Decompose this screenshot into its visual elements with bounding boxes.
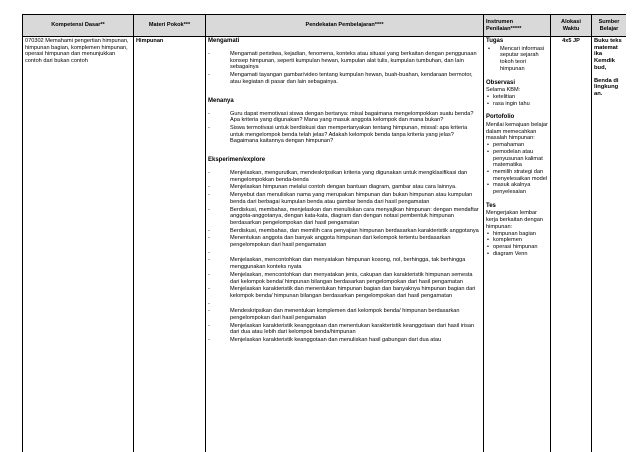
portofolio-intro: Menilai kemajuan belajar dalam memecahkan masalah himpunan: xyxy=(486,122,548,142)
list-item: - Mendeskripsikan dan menentukan komplemen dari kelompok benda/ himpunan berdasarkan pengelompokan dari hasil pengamatan xyxy=(208,308,481,321)
tugas-block xyxy=(486,38,548,73)
list-item: • rasa ingin tahu xyxy=(486,101,548,108)
header-sumber-belajar: Sumber Belajar xyxy=(592,15,627,37)
header-row xyxy=(23,15,627,37)
content-row xyxy=(23,37,627,452)
observasi-intro: Selama KBM: xyxy=(486,87,521,94)
list-item: • ketelitian xyxy=(486,94,548,101)
header-kompetensi-dasar: Kompetensi Dasar** xyxy=(23,15,134,37)
tes-title: Tes xyxy=(486,202,496,209)
list-item: - Siswa termotivasi untuk berdiskusi dan mempertanyakan tentang himpunan, missal: apa kriteria untuk mengelompok benda telah jelas? Adakah kelompok benda tanpa kriteria yang jelas? Bagaimana kaitannya dengan himpunan? xyxy=(208,125,481,145)
sumber-buku-teks: Buku teks matemat ika Kemdik bud, xyxy=(594,38,622,71)
kompetensi-cell xyxy=(23,37,134,452)
mengamati-title: Mengamati xyxy=(208,38,240,44)
sumber-cell xyxy=(592,37,627,452)
menanya-list xyxy=(208,111,481,146)
sumber-lingkungan: Benda di lingkung an. xyxy=(594,77,619,97)
header-alokasi-waktu: Alokasi Waktu xyxy=(551,15,592,37)
list-item: - Mengamati peristiwa, kejadian, fenomena, konteks atau situasi yang berkaitan dengan penggunaan konsep himpunan, seperti kumpulan hewan, kumpulan alat tulis, kumpulan tumbuhan, dan lain sebagainya xyxy=(208,51,481,71)
tes-list xyxy=(486,231,548,258)
pendekatan-cell xyxy=(206,37,484,452)
list-item: • pemodelan atau penyusunan kalimat matematika xyxy=(486,149,548,169)
list-item: • pemahaman xyxy=(486,142,548,149)
tugas-title: Tugas xyxy=(486,38,504,44)
observasi-block xyxy=(486,80,548,108)
tugas-list xyxy=(486,46,548,73)
menanya-title: Menanya xyxy=(208,97,234,104)
materi-cell xyxy=(134,37,206,452)
portofolio-block xyxy=(486,114,548,195)
list-item: • diagram Venn xyxy=(486,251,548,258)
list-item: - Menjelaskan, mencontohkan dan menyatakan himpunan kosong, nol, berhingga, tak berhingga menggunakan konteks nyata xyxy=(208,257,481,270)
alokasi-cell xyxy=(551,37,592,452)
list-item: - Guru dapat memotivasi siswa dengan bertanya: misal bagaimana mengelompokkan suatu benda? Apa kriteria yang digunakan? Mana yang masuk anggota kelompok dan mana bukan? xyxy=(208,111,481,124)
list-item: - Menyebut dan menuliskan nama yang merupakan himpunan dan bukan himpunan atau kumpulan benda dari berbagai kumpulan benda atau gambar benda dari hasil pengamatan xyxy=(208,192,481,205)
eksperimen-title: Eksperimen/explore xyxy=(208,157,266,164)
tes-intro: Mengerjakan lembar kerja berkaitan dengan himpunan: xyxy=(486,210,543,230)
list-item: • komplemen xyxy=(486,237,548,244)
lesson-plan-table xyxy=(22,14,626,452)
observasi-list xyxy=(486,94,548,107)
portofolio-list xyxy=(486,142,548,196)
list-item: • masuk akalnya penyelesaian xyxy=(486,182,548,195)
header-pendekatan-pembelajaran: Pendekatan Pembelajaran**** xyxy=(206,15,484,37)
header-materi-pokok: Materi Pokok*** xyxy=(134,15,206,37)
observasi-title: Observasi xyxy=(486,79,516,86)
list-item: - Berdiskusi, membahas, dan memilih cara penyajian himpunan berdasarkan karakteristik anggotanya xyxy=(208,228,481,235)
list-item: - Menjelaskan karakteristik dan menentukan himpunan bagian dan banyaknya himpunan bagian dari kelompok benda/ himpunan bilangan berdasarkan pengelompokan dari hasil pengamatan xyxy=(208,286,481,299)
list-item: - Menjelaskan, mencontohkan dan menyatakan jenis, cakupan dan karakteristik himpunan semesta dari kelompok benda/ himpunan bilangan berdasarkan pengelompokan dari hasil pengamatan xyxy=(208,272,481,285)
list-item: - Menjelaskan karakteristik keanggotaan dan menentukan karakteristik keanggotaan dari hasil irisan dari dua atau lebih dari kelompok benda/himpunan xyxy=(208,323,481,336)
header-instrumen-penilaian: Instrumen Penilaian***** xyxy=(484,15,551,37)
list-item: • himpunan bagian xyxy=(486,231,548,238)
materi-text: Himpunan xyxy=(136,38,164,44)
list-item: • operasi himpunan xyxy=(486,244,548,251)
tes-block xyxy=(486,203,548,258)
document-page xyxy=(22,14,626,452)
list-item: • Mencari informasi seputar sejarah tokoh teori himpunan xyxy=(486,46,548,73)
list-item: - Menjelaskan karakteristik keanggotaan dan menuliskan hasil gabungan dari dua atau xyxy=(208,337,481,344)
list-item: • memilih strategi dan menyelesaikan model xyxy=(486,169,548,182)
alokasi-text: 4x5 JP xyxy=(562,38,580,44)
list-item xyxy=(208,301,481,308)
kompetensi-text: 070302 Memahami pengertian himpunan, himpunan bagian, komplemen himpunan, operasi himpunan dan menunjukkan contoh dari bukan contoh xyxy=(25,38,129,65)
instrumen-cell xyxy=(484,37,551,452)
list-item: - Menjelaskan himpunan melalui contoh dengan bantuan diagram, gambar atau cara lainnya. xyxy=(208,184,481,191)
eksperimen-list xyxy=(208,170,481,344)
list-item: - Berdiskusi, membahas, menjelaskan dan menuliskan cara menyajikan himpunan: dengan mendaftar anggota-anggotanya, dengan kata-kata, diagram dan dengan notasi pembentuk himpunan berdasarkan pengelompokan dari hasil pengamatan xyxy=(208,207,481,227)
mengamati-list xyxy=(208,51,481,86)
list-item: - Menjelaskan, mengurutkan, mendeskripsikan kriteria yang digunakan untuk mengklasifikasi dan mengelompokkan benda-benda xyxy=(208,170,481,183)
list-item: - Mengamati tayangan gambar/video tentang kumpulan hewan, buah-buahan, kendaraan bermotor, atau kegiatan di pasar dan lain sebagainya. xyxy=(208,72,481,85)
portofolio-title: Portofolio xyxy=(486,114,515,121)
list-item xyxy=(208,250,481,257)
list-item: - Menentukan anggota dan banyak anggota himpunan dari kelompok tertentu berdasarkan pengelompokan dari hasil pengamatan xyxy=(208,235,481,248)
